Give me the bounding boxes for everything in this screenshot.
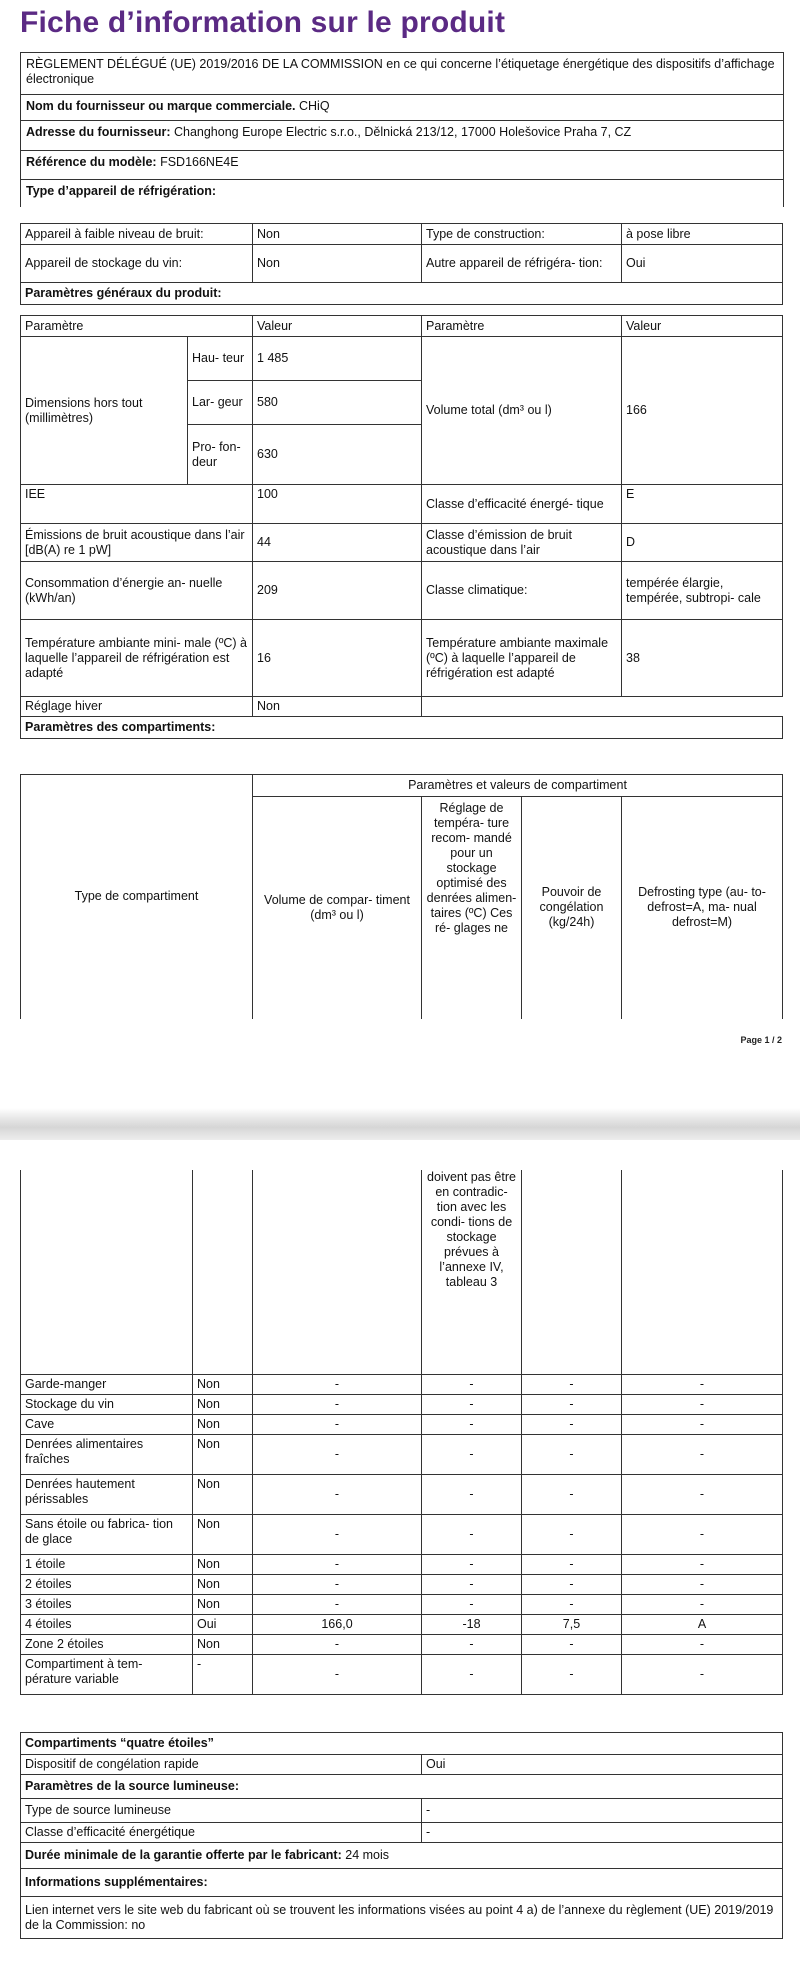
compartments-heading-row	[21, 717, 783, 739]
compartment-defrost-type: A	[622, 1614, 783, 1634]
appliance-type-table	[20, 223, 783, 305]
compartment-header-continued-row	[21, 1170, 783, 1374]
compartment-present: Non	[193, 1514, 253, 1554]
table-row	[21, 1514, 783, 1554]
four-star-heading-row	[21, 1733, 783, 1755]
wine-value: Non	[253, 245, 422, 283]
compartment-present: Non	[193, 1574, 253, 1594]
width-label: Lar- geur	[188, 381, 253, 425]
compartment-volume: -	[253, 1474, 422, 1514]
supplier-label: Nom du fournisseur ou marque commerciale.	[26, 99, 296, 113]
compartment-defrost-type: -	[622, 1514, 783, 1554]
volume-label: Volume total (dm³ ou l)	[422, 337, 622, 485]
general-header-row	[21, 316, 783, 337]
compartments-heading: Paramètres des compartiments:	[21, 717, 783, 739]
compartment-header-table	[20, 774, 783, 1019]
compartment-temperature: -	[422, 1374, 522, 1394]
compartment-freezing-capacity: -	[522, 1474, 622, 1514]
compartment-defrost-type: -	[622, 1434, 783, 1474]
appliance-type-heading-row	[21, 180, 783, 207]
table-row	[21, 1614, 783, 1634]
compartment-freezing-capacity: -	[522, 1434, 622, 1474]
general-parameters-table	[20, 315, 783, 739]
model-value: FSD166NE4E	[160, 155, 239, 169]
compartment-present: -	[193, 1654, 253, 1694]
compartment-present: Non	[193, 1434, 253, 1474]
compartment-temperature: -	[422, 1434, 522, 1474]
compartment-freezing-capacity: -	[522, 1554, 622, 1574]
compartment-present: Non	[193, 1374, 253, 1394]
compartment-defrost-type: -	[622, 1474, 783, 1514]
general-heading-row	[21, 283, 783, 305]
four-star-table	[20, 1732, 783, 1939]
compartment-freezing-capacity: -	[522, 1634, 622, 1654]
table-row	[21, 1414, 783, 1434]
compartment-present: Non	[193, 1394, 253, 1414]
regulation-text: RÈGLEMENT DÉLÉGUÉ (UE) 2019/2016 DE LA COMMISSION en ce qui concerne l’étiquetage énergétique des dispositifs d’affichage électronique	[26, 57, 775, 86]
winter-value: Non	[253, 697, 422, 717]
table-row	[21, 224, 783, 245]
volume-value: 166	[622, 337, 783, 485]
extra-info-text: Lien internet vers le site web du fabricant où se trouvent les informations visées au point 4 a) de l’annexe du règlement (UE) 2019/2019 de la Commission:	[25, 1902, 774, 1932]
group-header: Paramètres et valeurs de compartiment	[253, 775, 783, 797]
iee-label: IEE	[21, 485, 253, 524]
efficiency-label: Classe d’efficacité énergé- tique	[422, 485, 622, 524]
extra-heading-row	[21, 1869, 783, 1897]
compartment-name: Denrées alimentaires fraîches	[21, 1434, 193, 1474]
model-row	[21, 151, 783, 180]
compartment-defrost-type: -	[622, 1574, 783, 1594]
compartment-volume: -	[253, 1434, 422, 1474]
light-heading-row	[21, 1775, 783, 1799]
iee-value: 100	[253, 485, 422, 524]
compartment-volume: -	[253, 1414, 422, 1434]
warranty-row	[21, 1843, 783, 1869]
group-header-row	[21, 775, 783, 797]
light-type-value: -	[422, 1799, 783, 1823]
compartment-volume: -	[253, 1374, 422, 1394]
compartment-defrost-type: -	[622, 1394, 783, 1414]
compartment-rows	[21, 1374, 783, 1694]
supplier-row	[21, 95, 783, 121]
efficiency-value: E	[622, 485, 783, 524]
height-label: Hau- teur	[188, 337, 253, 381]
low-noise-label: Appareil à faible niveau de bruit:	[21, 224, 253, 245]
four-star-heading: Compartiments “quatre étoiles”	[21, 1733, 783, 1755]
compartment-name: 3 étoiles	[21, 1594, 193, 1614]
warranty-value: 24 mois	[345, 1848, 390, 1862]
light-class-value: -	[422, 1823, 783, 1843]
compartment-freezing-capacity: -	[522, 1414, 622, 1434]
quick-freeze-label: Dispositif de congélation rapide	[21, 1755, 422, 1775]
compartment-name: 2 étoiles	[21, 1574, 193, 1594]
width-value: 580	[253, 381, 422, 425]
compartment-temperature: -18	[422, 1614, 522, 1634]
low-noise-value: Non	[253, 224, 422, 245]
noise-value: 44	[253, 524, 422, 562]
col-value-header: Valeur	[253, 316, 422, 337]
wine-label: Appareil de stockage du vin:	[21, 245, 253, 283]
compartment-defrost-type: -	[622, 1594, 783, 1614]
col-freeze-header: Pouvoir de congélation (kg/24h)	[522, 797, 622, 1019]
compartment-volume: -	[253, 1634, 422, 1654]
table-row	[21, 1474, 783, 1514]
climate-value: tempérée élargie, tempérée, subtropi- cale	[622, 562, 783, 620]
compartment-defrost-type: -	[622, 1414, 783, 1434]
compartment-temperature: -	[422, 1474, 522, 1514]
table-row	[21, 1554, 783, 1574]
compartment-freezing-capacity: -	[522, 1574, 622, 1594]
compartment-name: Zone 2 étoiles	[21, 1634, 193, 1654]
noise-label: Émissions de bruit acoustique dans l’air [dB(A) re 1 pW]	[21, 524, 253, 562]
compartment-present: Oui	[193, 1614, 253, 1634]
compartment-present: Non	[193, 1594, 253, 1614]
compartment-freezing-capacity: -	[522, 1374, 622, 1394]
compartment-present: Non	[193, 1634, 253, 1654]
compartment-freezing-capacity: -	[522, 1514, 622, 1554]
noise-class-value: D	[622, 524, 783, 562]
table-row	[21, 1394, 783, 1414]
compartment-volume: -	[253, 1554, 422, 1574]
noise-row	[21, 524, 783, 562]
light-type-label: Type de source lumineuse	[21, 1799, 422, 1823]
table-row	[21, 1634, 783, 1654]
light-class-label: Classe d’efficacité énergétique	[21, 1823, 422, 1843]
compartment-freezing-capacity: -	[522, 1394, 622, 1414]
dimensions-label: Dimensions hors tout (millimètres)	[21, 337, 188, 485]
ambient-temperature-row	[21, 620, 783, 697]
col-defrost-header: Defrosting type (au- to-defrost=A, ma- nual defrost=M)	[622, 797, 783, 1019]
col-param-header: Paramètre	[21, 316, 253, 337]
compartment-defrost-type: -	[622, 1654, 783, 1694]
table-row	[21, 1594, 783, 1614]
dimension-height-row	[21, 337, 783, 381]
extra-info-row	[21, 1897, 783, 1939]
page-two	[0, 1140, 800, 1973]
compartment-name: Stockage du vin	[21, 1394, 193, 1414]
compartment-volume: -	[253, 1574, 422, 1594]
compartment-volume: -	[253, 1394, 422, 1414]
compartment-defrost-type: -	[622, 1554, 783, 1574]
energy-value: 209	[253, 562, 422, 620]
max-temp-label: Température ambiante maximale (ºC) à laquelle l’appareil de réfrigération est adapté	[422, 620, 622, 697]
compartment-temperature: -	[422, 1414, 522, 1434]
compartment-name: 1 étoile	[21, 1554, 193, 1574]
compartment-name: 4 étoiles	[21, 1614, 193, 1634]
compartment-name: Sans étoile ou fabrica- tion de glace	[21, 1514, 193, 1554]
compartment-temperature: -	[422, 1394, 522, 1414]
compartment-volume: -	[253, 1594, 422, 1614]
page-number: Page 1 / 2	[740, 1035, 782, 1045]
compartment-present: Non	[193, 1474, 253, 1514]
compartment-temperature: -	[422, 1634, 522, 1654]
light-class-row	[21, 1823, 783, 1843]
col-temp-header-part1: Réglage de tempéra- ture recom- mandé pour un stockage optimisé des denrées alimen- taires (ºC) Ces ré- glages ne	[422, 797, 522, 1019]
table-row	[21, 1574, 783, 1594]
col-param-header-2: Paramètre	[422, 316, 622, 337]
document-title: Fiche d’information sur le produit	[20, 6, 506, 39]
table-row	[21, 1654, 783, 1694]
warranty-label: Durée minimale de la garantie offerte par le fabricant:	[25, 1848, 342, 1862]
winter-row	[21, 697, 783, 717]
compartment-temperature: -	[422, 1594, 522, 1614]
col-type-header: Type de compartiment	[21, 775, 253, 1019]
winter-label: Réglage hiver	[21, 697, 253, 717]
table-row	[21, 245, 783, 283]
compartment-present: Non	[193, 1414, 253, 1434]
col-value-header-2: Valeur	[622, 316, 783, 337]
quick-freeze-row	[21, 1755, 783, 1775]
general-heading: Paramètres généraux du produit:	[21, 283, 783, 305]
compartment-defrost-type: -	[622, 1374, 783, 1394]
extra-heading: Informations supplémentaires:	[21, 1869, 783, 1897]
height-value: 1 485	[253, 337, 422, 381]
construction-value: à pose libre	[622, 224, 783, 245]
appliance-type-heading: Type d’appareil de réfrigération:	[26, 184, 217, 198]
page-separator	[0, 1108, 800, 1140]
compartment-name: Compartiment à tem- pérature variable	[21, 1654, 193, 1694]
other-appliance-value: Oui	[622, 245, 783, 283]
compartment-freezing-capacity: 7,5	[522, 1614, 622, 1634]
model-label: Référence du modèle:	[26, 155, 157, 169]
supplier-value: CHiQ	[299, 99, 330, 113]
table-row	[21, 1434, 783, 1474]
compartment-present: Non	[193, 1554, 253, 1574]
energy-label: Consommation d’énergie an- nuelle (kWh/an)	[21, 562, 253, 620]
compartment-temperature: -	[422, 1514, 522, 1554]
min-temp-value: 16	[253, 620, 422, 697]
max-temp-value: 38	[622, 620, 783, 697]
construction-label: Type de construction:	[422, 224, 622, 245]
compartment-name: Garde-manger	[21, 1374, 193, 1394]
regulation-row	[21, 53, 783, 95]
header-box	[20, 52, 784, 207]
compartment-name: Cave	[21, 1414, 193, 1434]
compartment-defrost-type: -	[622, 1634, 783, 1654]
energy-row	[21, 562, 783, 620]
compartment-temperature: -	[422, 1554, 522, 1574]
address-label: Adresse du fournisseur:	[26, 125, 171, 139]
light-heading: Paramètres de la source lumineuse:	[21, 1775, 783, 1799]
address-value: Changhong Europe Electric s.r.o., Dělnická 213/12, 17000 Holešovice Praha 7, CZ	[173, 125, 632, 139]
depth-label: Pro- fon- deur	[188, 425, 253, 485]
other-appliance-label: Autre appareil de réfrigéra- tion:	[422, 245, 622, 283]
quick-freeze-value: Oui	[422, 1755, 783, 1775]
compartment-name: Denrées hautement périssables	[21, 1474, 193, 1514]
min-temp-label: Température ambiante mini- male (ºC) à laquelle l’appareil de réfrigération est adapté	[21, 620, 253, 697]
compartment-freezing-capacity: -	[522, 1654, 622, 1694]
compartment-volume: -	[253, 1514, 422, 1554]
compartment-volume: 166,0	[253, 1614, 422, 1634]
compartment-values-table	[20, 1170, 783, 1695]
extra-info-value: no	[131, 1917, 146, 1932]
compartment-volume: -	[253, 1654, 422, 1694]
iee-row	[21, 485, 783, 524]
address-row	[21, 121, 783, 151]
compartment-temperature: -	[422, 1654, 522, 1694]
noise-class-label: Classe d’émission de bruit acoustique dans l’air	[422, 524, 622, 562]
compartment-temperature: -	[422, 1574, 522, 1594]
climate-label: Classe climatique:	[422, 562, 622, 620]
compartment-freezing-capacity: -	[522, 1594, 622, 1614]
table-row	[21, 1374, 783, 1394]
depth-value: 630	[253, 425, 422, 485]
col-temp-header-part2: doivent pas être en contradic- tion avec les condi- tions de stockage prévues à l’annexe IV, tableau 3	[422, 1170, 522, 1374]
light-type-row	[21, 1799, 783, 1823]
col-volume-header: Volume de compar- timent (dm³ ou l)	[253, 797, 422, 1019]
